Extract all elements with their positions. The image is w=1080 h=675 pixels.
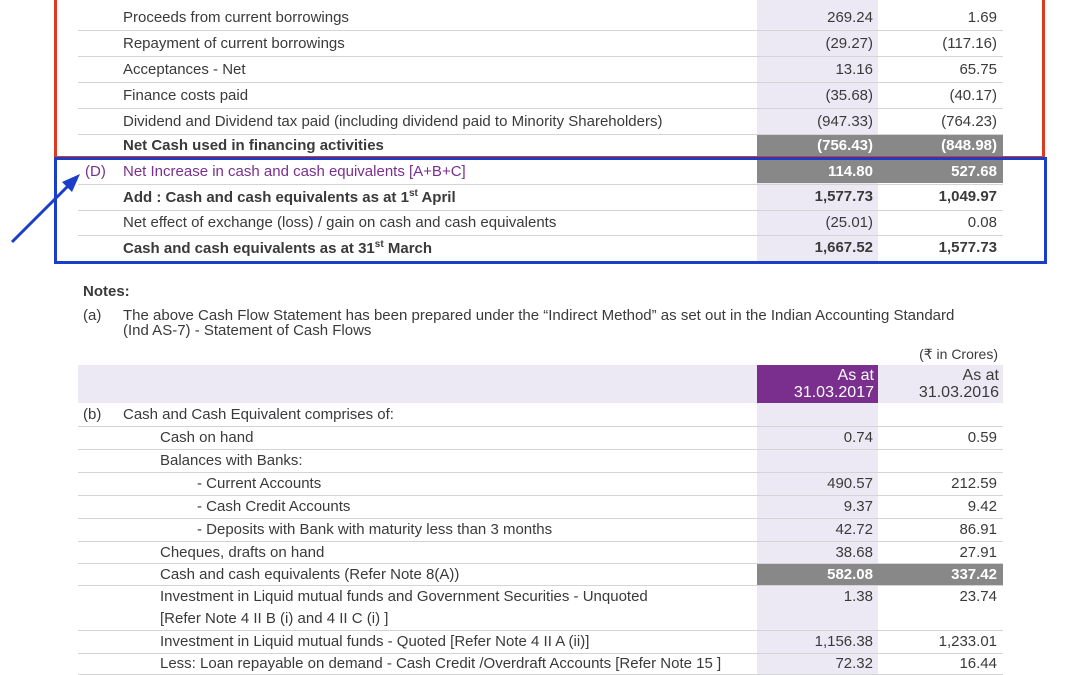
value-2016: (117.16)	[942, 35, 997, 52]
row-label: Cash and Cash Equivalent comprises of:	[123, 406, 394, 423]
value-2016: 23.74	[959, 588, 997, 605]
unit-label: (₹ in Crores)	[919, 346, 998, 362]
value-2017: (25.01)	[825, 214, 873, 231]
row-label: Cheques, drafts on hand	[160, 544, 325, 561]
value-2016: (764.23)	[941, 113, 997, 130]
row-label: Dividend and Dividend tax paid (including dividend paid to Minority Shareholders)	[123, 113, 663, 130]
row-label: Cash and cash equivalents (Refer Note 8(A))	[160, 566, 460, 583]
row-label: Cash on hand	[160, 429, 254, 446]
value-2017: 1,577.73	[814, 188, 873, 205]
row-label: Repayment of current borrowings	[123, 35, 345, 52]
table-row	[78, 496, 1003, 519]
value-2016: (848.98)	[941, 137, 997, 154]
value-2017: 9.37	[843, 498, 873, 515]
value-2016: 9.42	[967, 498, 997, 515]
row-label: Proceeds from current borrowings	[123, 9, 349, 26]
row-label: Net Cash used in financing activities	[123, 137, 384, 154]
table-row	[78, 519, 1003, 542]
value-2016: 27.91	[959, 544, 997, 561]
row-label: Finance costs paid	[123, 87, 249, 104]
value-2016: 1,233.01	[938, 633, 997, 650]
value-2017: 114.80	[827, 163, 873, 180]
value-2017: 42.72	[835, 521, 873, 538]
table-row	[78, 631, 1003, 654]
row-label: Investment in Liquid mutual funds - Quoted [Refer Note 4 II A (ii)]	[160, 633, 590, 650]
value-2017: 0.74	[843, 429, 873, 446]
net-increase-highlight-box	[54, 157, 1047, 264]
row-label: Net effect of exchange (loss) / gain on cash and cash equivalents	[123, 214, 557, 231]
value-2017: 38.68	[835, 544, 873, 561]
value-2016: 1,049.97	[938, 188, 997, 205]
row-label: Acceptances - Net	[123, 61, 246, 78]
column-header-2016: As at 31.03.2016	[918, 367, 999, 401]
row-label: Balances with Banks:	[160, 452, 303, 469]
table-row	[78, 473, 1003, 496]
note-b-letter: (b)	[83, 406, 102, 423]
value-2016: 527.68	[951, 163, 997, 180]
row-label: Less: Loan repayable on demand - Cash Credit /Overdraft Accounts [Refer Note 15 ]	[160, 655, 722, 672]
value-2016: 86.91	[959, 521, 997, 538]
value-2017: 72.32	[835, 655, 873, 672]
row-label: - Deposits with Bank with maturity less than 3 months	[197, 521, 553, 538]
value-2016: 337.42	[951, 566, 997, 583]
value-2017: 490.57	[827, 475, 873, 492]
value-2017: 1,156.38	[814, 633, 873, 650]
note-a-text-line2: (Ind AS-7) - Statement of Cash Flows	[123, 322, 372, 339]
value-2017: 1,667.52	[814, 239, 873, 256]
value-2017: 269.24	[827, 9, 873, 26]
value-2016: 16.44	[959, 655, 997, 672]
note-a-text-line1: The above Cash Flow Statement has been prepared under the “Indirect Method” as set out in the Indian Accounting Standard	[123, 307, 955, 324]
pointer-arrow-icon	[6, 168, 86, 248]
cce-total-row	[78, 564, 1003, 586]
row-label: - Cash Credit Accounts	[197, 498, 351, 515]
value-2017: (35.68)	[825, 87, 873, 104]
value-2016: 212.59	[951, 475, 997, 492]
row-label-line2: [Refer Note 4 II B (i) and 4 II C (i) ]	[160, 610, 389, 627]
note-a-letter: (a)	[83, 307, 102, 324]
row-label: Cash and cash equivalents as at 31st March	[123, 239, 433, 257]
row-label: Net Increase in cash and cash equivalents [A+B+C]	[123, 163, 466, 180]
financing-highlight-box	[54, 0, 1045, 159]
row-label: Add : Cash and cash equivalents as at 1st April	[123, 188, 456, 206]
table-row	[78, 542, 1003, 564]
value-2017: 1.38	[843, 588, 873, 605]
value-2017: 582.08	[827, 566, 873, 583]
table-row	[78, 586, 1003, 631]
table-row	[78, 404, 1003, 427]
value-2016: (40.17)	[949, 87, 997, 104]
value-2016: 1.69	[967, 9, 997, 26]
row-label: Investment in Liquid mutual funds and Government Securities - Unquoted	[160, 588, 648, 605]
value-2017: (756.43)	[817, 137, 873, 154]
table-row	[78, 450, 1003, 473]
row-label: - Current Accounts	[197, 475, 322, 492]
value-2016: 65.75	[959, 61, 997, 78]
value-2017: 13.16	[835, 61, 873, 78]
value-2017: (29.27)	[825, 35, 873, 52]
table-row	[78, 427, 1003, 450]
value-2016: 0.08	[967, 214, 997, 231]
section-letter: (D)	[85, 163, 106, 180]
column-header-2017: As at 31.03.2017	[757, 365, 878, 403]
total-cell-bg	[757, 564, 1003, 585]
value-2016: 1,577.73	[938, 239, 997, 256]
table-row	[78, 654, 1003, 675]
value-2016: 0.59	[967, 429, 997, 446]
notes-heading: Notes:	[83, 283, 130, 300]
value-2017: (947.33)	[817, 113, 873, 130]
